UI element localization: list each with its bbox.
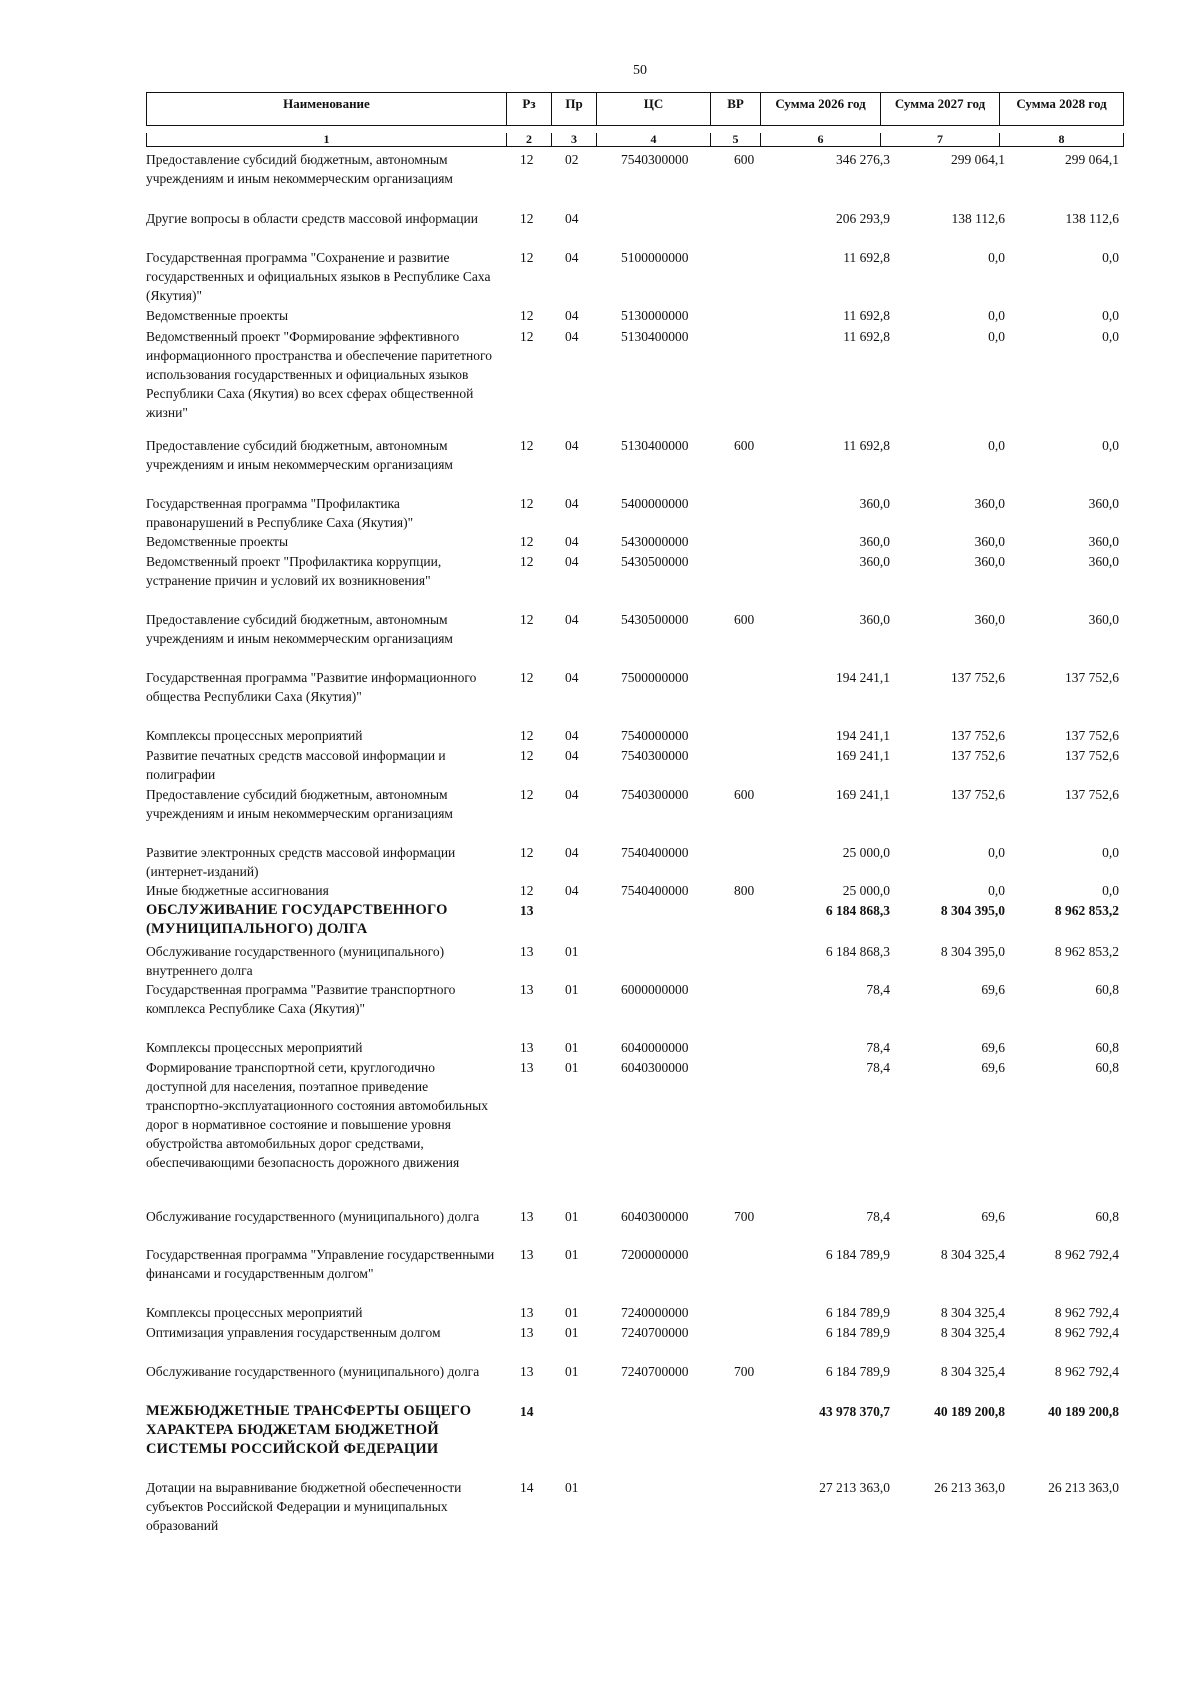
row-name: Ведомственные проекты: [146, 308, 289, 323]
row-rz: 13: [520, 903, 534, 918]
row-rz: 12: [520, 612, 534, 627]
row-sum-2026: 11 692,8: [843, 250, 890, 265]
row-sum-2027: 138 112,6: [951, 211, 1005, 226]
row-sum-2026: 194 241,1: [836, 670, 890, 685]
row-sum-2026: 360,0: [859, 496, 890, 511]
row-sum-2028: 60,8: [1095, 1209, 1119, 1224]
row-sum-2028: 360,0: [1088, 534, 1119, 549]
row-name: Комплексы процессных мероприятий: [146, 1040, 363, 1055]
row-sum-2027: 69,6: [981, 1040, 1005, 1055]
row-vr: 600: [734, 438, 755, 453]
row-sum-2027: 0,0: [988, 845, 1005, 860]
row-sum-2026: 78,4: [866, 1209, 890, 1224]
col-header-pr: Пр: [552, 93, 597, 126]
row-rz: 12: [520, 496, 534, 511]
col-number-3: 3: [552, 133, 597, 147]
row-pr: 01: [565, 982, 579, 997]
row-sum-2027: 0,0: [988, 250, 1005, 265]
row-name: Предоставление субсидий бюджетным, автономным учреждениям и иным некоммерческим организациям: [146, 787, 453, 821]
row-pr: 04: [565, 308, 579, 323]
row-cs: 5100000000: [621, 250, 689, 265]
row-sum-2026: 78,4: [866, 1040, 890, 1055]
row-cs: 7540400000: [621, 845, 689, 860]
row-name: Государственная программа "Профилактика правонарушений в Республике Саха (Якутия)": [146, 496, 414, 530]
row-pr: 01: [565, 1247, 579, 1262]
row-sum-2027: 26 213 363,0: [934, 1480, 1005, 1495]
row-sum-2026: 11 692,8: [843, 329, 890, 344]
row-sum-2028: 8 962 853,2: [1054, 903, 1119, 918]
row-pr: 04: [565, 496, 579, 511]
row-name: Предоставление субсидий бюджетным, автономным учреждениям и иным некоммерческим организациям: [146, 612, 453, 646]
row-sum-2028: 8 962 792,4: [1054, 1305, 1119, 1320]
row-sum-2028: 8 962 792,4: [1054, 1325, 1119, 1340]
row-rz: 13: [520, 1325, 534, 1340]
row-cs: 5430000000: [621, 534, 689, 549]
row-cs: 5130400000: [621, 438, 689, 453]
row-pr: 01: [565, 1060, 579, 1075]
row-sum-2026: 25 000,0: [842, 845, 890, 860]
row-name: Развитие печатных средств массовой информации и полиграфии: [146, 748, 446, 782]
row-sum-2028: 26 213 363,0: [1048, 1480, 1119, 1495]
row-sum-2028: 0,0: [1102, 308, 1119, 323]
row-cs: 7540000000: [621, 728, 689, 743]
row-pr: 04: [565, 534, 579, 549]
row-pr: 01: [565, 1305, 579, 1320]
row-sum-2026: 360,0: [859, 612, 890, 627]
row-sum-2027: 0,0: [988, 883, 1005, 898]
row-sum-2028: 60,8: [1095, 1040, 1119, 1055]
row-cs: 7540300000: [621, 152, 689, 167]
row-name: Иные бюджетные ассигнования: [146, 883, 329, 898]
row-cs: 7500000000: [621, 670, 689, 685]
row-sum-2027: 137 752,6: [951, 787, 1005, 802]
row-sum-2028: 60,8: [1095, 1060, 1119, 1075]
row-pr: 02: [565, 152, 579, 167]
row-name: Дотации на выравнивание бюджетной обеспеченности субъектов Российской Федерации и муниципальных образований: [146, 1480, 462, 1533]
row-name: Развитие электронных средств массовой информации (интернет-изданий): [146, 845, 456, 879]
col-number-7: 7: [881, 133, 1000, 147]
row-pr: 04: [565, 211, 579, 226]
page-number: 50: [633, 63, 647, 78]
row-cs: 5430500000: [621, 612, 689, 627]
row-sum-2027: 8 304 325,4: [940, 1364, 1005, 1379]
col-header-sum-2027: Сумма 2027 год: [881, 93, 1000, 126]
row-cs: 7240000000: [621, 1305, 689, 1320]
col-header-vr: ВР: [711, 93, 761, 126]
row-pr: 04: [565, 554, 579, 569]
row-sum-2026: 6 184 789,9: [825, 1325, 890, 1340]
row-sum-2026: 11 692,8: [843, 308, 890, 323]
row-name: Оптимизация управления государственным долгом: [146, 1325, 441, 1340]
row-vr: 600: [734, 152, 755, 167]
row-pr: 04: [565, 728, 579, 743]
row-pr: 04: [565, 748, 579, 763]
row-sum-2028: 137 752,6: [1065, 748, 1119, 763]
row-rz: 13: [520, 1305, 534, 1320]
col-number-1: 1: [147, 133, 507, 147]
row-sum-2027: 0,0: [988, 329, 1005, 344]
row-sum-2028: 137 752,6: [1065, 787, 1119, 802]
row-rz: 12: [520, 152, 534, 167]
row-rz: 12: [520, 438, 534, 453]
row-cs: 5430500000: [621, 554, 689, 569]
row-sum-2026: 27 213 363,0: [819, 1480, 890, 1495]
row-cs: 7200000000: [621, 1247, 689, 1262]
row-pr: 01: [565, 1480, 579, 1495]
row-rz: 13: [520, 1060, 534, 1075]
row-sum-2026: 169 241,1: [836, 748, 890, 763]
row-rz: 13: [520, 1209, 534, 1224]
row-sum-2026: 25 000,0: [842, 883, 890, 898]
row-name: Обслуживание государственного (муниципального) внутреннего долга: [146, 944, 445, 978]
row-rz: 13: [520, 982, 534, 997]
row-name: Обслуживание государственного (муниципального) долга: [146, 1209, 480, 1224]
row-rz: 12: [520, 329, 534, 344]
row-vr: 600: [734, 787, 755, 802]
row-sum-2027: 8 304 325,4: [940, 1247, 1005, 1262]
row-cs: 7540300000: [621, 748, 689, 763]
row-pr: 04: [565, 250, 579, 265]
row-sum-2026: 78,4: [866, 982, 890, 997]
col-header-rz: Рз: [507, 93, 552, 126]
row-sum-2027: 360,0: [974, 554, 1005, 569]
row-rz: 12: [520, 670, 534, 685]
col-number-2: 2: [507, 133, 552, 147]
row-sum-2026: 11 692,8: [843, 438, 890, 453]
row-sum-2028: 137 752,6: [1065, 728, 1119, 743]
row-name: Ведомственный проект "Формирование эффективного информационного пространства и обеспечение паритетного использования государственных и официальных языков Республики Саха (Якутия) во всех сферах общественной жизни": [146, 329, 492, 420]
row-pr: 01: [565, 1364, 579, 1379]
row-sum-2026: 194 241,1: [836, 728, 890, 743]
row-sum-2027: 40 189 200,8: [934, 1404, 1005, 1419]
row-name: Формирование транспортной сети, круглогодично доступной для населения, поэтапное приведение транспортно-эксплуатационного состояния автомобильных дорог в нормативное состояние и повышение уровня обустройства автомобильных дорог средствами, обеспечивающими безопасность дорожного движения: [146, 1060, 489, 1170]
row-rz: 13: [520, 1247, 534, 1262]
row-sum-2027: 0,0: [988, 308, 1005, 323]
row-sum-2027: 69,6: [981, 1209, 1005, 1224]
col-header-sum-2028: Сумма 2028 год: [1000, 93, 1124, 126]
row-pr: 04: [565, 787, 579, 802]
row-cs: 7240700000: [621, 1325, 689, 1340]
row-sum-2026: 6 184 789,9: [825, 1247, 890, 1262]
row-rz: 14: [520, 1480, 534, 1495]
row-sum-2027: 69,6: [981, 982, 1005, 997]
row-sum-2027: 137 752,6: [951, 748, 1005, 763]
row-sum-2027: 299 064,1: [951, 152, 1005, 167]
row-name: Ведомственные проекты: [146, 534, 289, 549]
row-sum-2026: 6 184 789,9: [825, 1305, 890, 1320]
row-cs: 7540300000: [621, 787, 689, 802]
row-sum-2027: 137 752,6: [951, 670, 1005, 685]
row-pr: 01: [565, 1325, 579, 1340]
row-sum-2028: 8 962 853,2: [1054, 944, 1119, 959]
row-sum-2026: 206 293,9: [836, 211, 890, 226]
row-rz: 12: [520, 308, 534, 323]
row-name: Ведомственный проект "Профилактика коррупции, устранение причин и условий их возникновения": [146, 554, 442, 588]
row-rz: 12: [520, 728, 534, 743]
row-sum-2026: 360,0: [859, 534, 890, 549]
row-sum-2028: 360,0: [1088, 554, 1119, 569]
row-sum-2028: 0,0: [1102, 883, 1119, 898]
row-name: Комплексы процессных мероприятий: [146, 1305, 363, 1320]
row-pr: 01: [565, 1209, 579, 1224]
row-pr: 04: [565, 883, 579, 898]
row-sum-2026: 346 276,3: [836, 152, 890, 167]
row-sum-2028: 360,0: [1088, 496, 1119, 511]
row-sum-2028: 138 112,6: [1065, 211, 1119, 226]
row-sum-2026: 6 184 868,3: [825, 944, 890, 959]
row-name: Государственная программа "Развитие информационного общества Республики Саха (Якутия)": [146, 670, 477, 704]
row-name: Предоставление субсидий бюджетным, автономным учреждениям и иным некоммерческим организациям: [146, 438, 453, 472]
row-sum-2027: 8 304 395,0: [940, 903, 1005, 918]
row-sum-2027: 137 752,6: [951, 728, 1005, 743]
row-sum-2028: 40 189 200,8: [1048, 1404, 1119, 1419]
row-name: Государственная программа "Сохранение и развитие государственных и официальных языков в Республике Саха (Якутия)": [146, 250, 491, 303]
row-rz: 12: [520, 787, 534, 802]
row-sum-2028: 360,0: [1088, 612, 1119, 627]
row-sum-2027: 360,0: [974, 496, 1005, 511]
col-header-cs: ЦС: [597, 93, 711, 126]
row-rz: 13: [520, 1040, 534, 1055]
row-sum-2028: 8 962 792,4: [1054, 1364, 1119, 1379]
row-cs: 6040300000: [621, 1060, 689, 1075]
row-cs: 7240700000: [621, 1364, 689, 1379]
row-sum-2028: 8 962 792,4: [1054, 1247, 1119, 1262]
col-header-name: Наименование: [147, 93, 507, 126]
row-sum-2026: 6 184 789,9: [825, 1364, 890, 1379]
row-sum-2027: 0,0: [988, 438, 1005, 453]
row-sum-2026: 360,0: [859, 554, 890, 569]
row-pr: 04: [565, 845, 579, 860]
row-rz: 13: [520, 1364, 534, 1379]
row-sum-2027: 8 304 395,0: [940, 944, 1005, 959]
row-sum-2028: 137 752,6: [1065, 670, 1119, 685]
col-header-sum-2026: Сумма 2026 год: [761, 93, 881, 126]
row-sum-2028: 0,0: [1102, 845, 1119, 860]
row-rz: 13: [520, 944, 534, 959]
row-pr: 04: [565, 438, 579, 453]
row-sum-2027: 8 304 325,4: [940, 1325, 1005, 1340]
row-vr: 600: [734, 612, 755, 627]
row-sum-2026: 6 184 868,3: [825, 903, 890, 918]
row-sum-2028: 0,0: [1102, 250, 1119, 265]
row-name: Государственная программа "Развитие транспортного комплекса Республике Саха (Якутия)": [146, 982, 456, 1016]
row-name: Комплексы процессных мероприятий: [146, 728, 363, 743]
row-name: Предоставление субсидий бюджетным, автономным учреждениям и иным некоммерческим организациям: [146, 152, 453, 186]
row-cs: 6040300000: [621, 1209, 689, 1224]
row-sum-2027: 69,6: [981, 1060, 1005, 1075]
row-pr: 01: [565, 1040, 579, 1055]
col-number-8: 8: [1000, 133, 1124, 147]
row-sum-2028: 0,0: [1102, 438, 1119, 453]
row-sum-2027: 360,0: [974, 534, 1005, 549]
col-number-6: 6: [761, 133, 881, 147]
row-vr: 800: [734, 883, 755, 898]
row-sum-2027: 360,0: [974, 612, 1005, 627]
row-name: ОБСЛУЖИВАНИЕ ГОСУДАРСТВЕННОГО (МУНИЦИПАЛЬНОГО) ДОЛГА: [146, 902, 448, 937]
row-name: Государственная программа "Управление государственными финансами и государственным долгом": [146, 1247, 495, 1281]
row-name: МЕЖБЮДЖЕТНЫЕ ТРАНСФЕРТЫ ОБЩЕГО ХАРАКТЕРА БЮДЖЕТАМ БЮДЖЕТНОЙ СИСТЕМЫ РОССИЙСКОЙ ФЕДЕРАЦИИ: [146, 1403, 472, 1457]
row-pr: 04: [565, 612, 579, 627]
row-rz: 12: [520, 845, 534, 860]
row-cs: 5400000000: [621, 496, 689, 511]
row-sum-2028: 299 064,1: [1065, 152, 1119, 167]
row-name: Обслуживание государственного (муниципального) долга: [146, 1364, 480, 1379]
row-rz: 12: [520, 883, 534, 898]
row-sum-2028: 60,8: [1095, 982, 1119, 997]
row-pr: 04: [565, 329, 579, 344]
row-cs: 5130400000: [621, 329, 689, 344]
row-vr: 700: [734, 1209, 755, 1224]
col-number-5: 5: [711, 133, 761, 147]
row-cs: 6000000000: [621, 982, 689, 997]
row-vr: 700: [734, 1364, 755, 1379]
row-rz: 12: [520, 554, 534, 569]
row-pr: 01: [565, 944, 579, 959]
row-rz: 12: [520, 534, 534, 549]
row-rz: 12: [520, 748, 534, 763]
row-sum-2028: 0,0: [1102, 329, 1119, 344]
row-rz: 12: [520, 250, 534, 265]
row-cs: 6040000000: [621, 1040, 689, 1055]
row-sum-2026: 169 241,1: [836, 787, 890, 802]
row-cs: 5130000000: [621, 308, 689, 323]
row-name: Другие вопросы в области средств массовой информации: [146, 211, 478, 226]
row-rz: 14: [520, 1404, 534, 1419]
row-sum-2026: 43 978 370,7: [819, 1404, 890, 1419]
row-sum-2027: 8 304 325,4: [940, 1305, 1005, 1320]
row-rz: 12: [520, 211, 534, 226]
row-sum-2026: 78,4: [866, 1060, 890, 1075]
row-cs: 7540400000: [621, 883, 689, 898]
row-pr: 04: [565, 670, 579, 685]
col-number-4: 4: [597, 133, 711, 147]
